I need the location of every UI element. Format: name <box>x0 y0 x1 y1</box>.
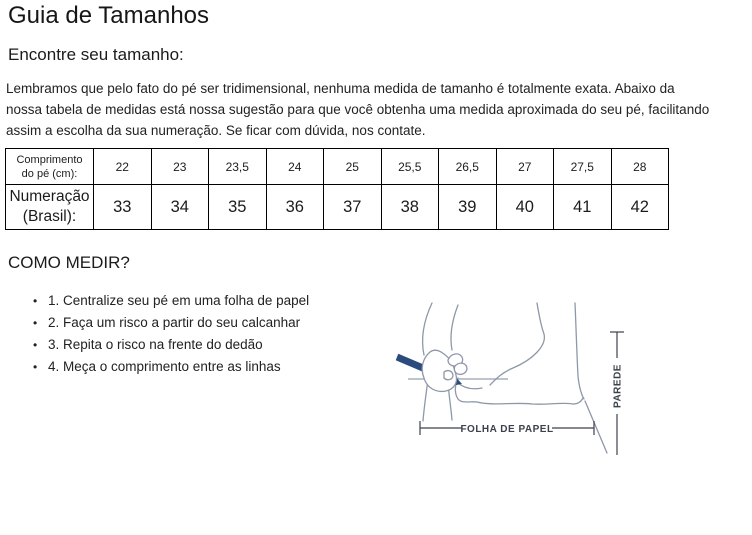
size-cell: 35 <box>209 185 267 230</box>
length-cell: 28 <box>611 149 669 185</box>
row-header-foot-length <box>6 149 94 185</box>
heel-wall-line <box>585 401 607 453</box>
size-cell: 42 <box>611 185 669 230</box>
row-header-line: (Brasil): <box>22 208 77 225</box>
measure-steps-list <box>33 290 309 378</box>
intro-line: assim a escolha da sua numeração. Se ficar com dúvida, nos contate. <box>6 123 426 138</box>
arm-line <box>423 303 432 355</box>
length-cell: 23,5 <box>209 149 267 185</box>
bullet-icon: • <box>33 316 38 330</box>
table-row-brazil-size <box>6 185 669 230</box>
size-table <box>5 148 669 230</box>
size-cell: 37 <box>324 185 382 230</box>
table-row-foot-length <box>6 149 669 185</box>
row-header-brazil-size <box>6 185 94 230</box>
row-header-line: Comprimento <box>16 153 83 166</box>
row-header-line: do pé (cm): <box>21 167 78 180</box>
list-item <box>33 334 309 356</box>
intro-line: Lembramos que pelo fato do pé ser tridimensional, nenhuma medida de tamanho é totalmente exata. Abaixo da <box>6 81 675 96</box>
size-cell: 33 <box>94 185 152 230</box>
paper-edge-line <box>423 380 428 421</box>
size-cell: 39 <box>439 185 497 230</box>
list-item <box>33 312 309 334</box>
paper-label: FOLHA DE PAPEL <box>460 424 554 435</box>
size-cell: 34 <box>151 185 209 230</box>
dimension-lines <box>420 332 624 455</box>
intro-line: nossa tabela de medidas está nossa sugestão para que você obtenha uma medida aproximada do seu pé, facilitando <box>6 102 710 117</box>
length-cell: 27 <box>496 149 554 185</box>
bullet-icon: • <box>33 294 38 308</box>
size-cell: 36 <box>266 185 324 230</box>
foot-measure-diagram <box>392 298 642 463</box>
wall-label: PAREDE <box>612 364 624 408</box>
step-text: 3. Repita o risco na frente do dedão <box>48 337 263 352</box>
finger <box>444 371 453 380</box>
step-text: 4. Meça o comprimento entre as linhas <box>48 359 281 374</box>
bullet-icon: • <box>33 338 38 352</box>
step-text: 2. Faça um risco a partir do seu calcanhar <box>48 315 301 330</box>
section-heading-find-size: Encontre seu tamanho: <box>8 45 184 64</box>
size-cell: 38 <box>381 185 439 230</box>
foot-sole-line <box>455 378 583 404</box>
size-cell: 40 <box>496 185 554 230</box>
section-heading-how-to-measure: COMO MEDIR? <box>8 253 130 272</box>
finger <box>454 363 467 374</box>
length-cell: 24 <box>266 149 324 185</box>
arm-line <box>451 305 458 350</box>
foot-heel-line <box>575 303 584 399</box>
bullet-icon: • <box>33 360 38 374</box>
foot-instep-line <box>490 303 544 385</box>
size-cell: 41 <box>554 185 612 230</box>
step-text: 1. Centralize seu pé em uma folha de papel <box>48 293 310 308</box>
intro-paragraph <box>6 78 709 141</box>
length-cell: 22 <box>94 149 152 185</box>
length-cell: 25,5 <box>381 149 439 185</box>
list-item <box>33 356 309 378</box>
length-cell: 26,5 <box>439 149 497 185</box>
length-cell: 25 <box>324 149 382 185</box>
page-title: Guia de Tamanhos <box>8 2 210 29</box>
row-header-line: Numeração <box>9 188 90 205</box>
length-cell: 23 <box>151 149 209 185</box>
list-item <box>33 290 309 312</box>
length-cell: 27,5 <box>554 149 612 185</box>
